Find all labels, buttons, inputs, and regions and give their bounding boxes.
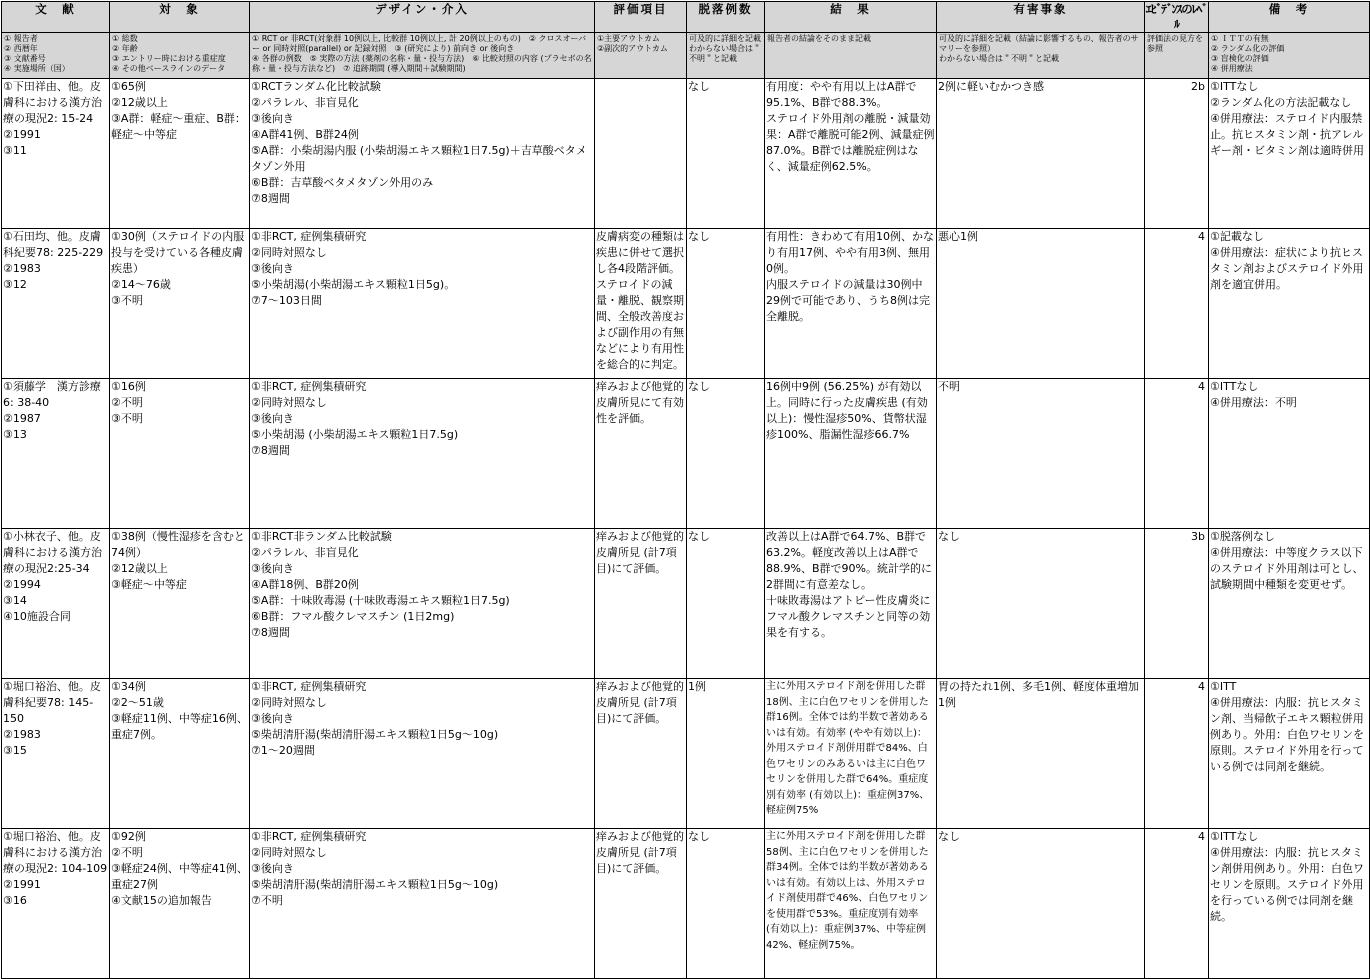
cell-evaluation: [595, 679, 687, 829]
header-subtitle-row: [2, 33, 1370, 79]
cell-design: [250, 829, 595, 979]
cell-subjects: [110, 829, 250, 979]
cell-line: ②同時対照なし: [251, 846, 327, 859]
cell-line: 有用性：きわめて有用10例、かなり有用17例、やや有用3例、無用0例。: [766, 230, 934, 275]
cell-line: ⑦8週間: [251, 626, 290, 639]
cell-line: 悪心1例: [938, 230, 978, 243]
cell-line: ③後向き: [251, 262, 294, 275]
legend-line: ② 年齢: [112, 44, 138, 53]
cell-evaluation: [595, 229, 687, 379]
cell-line: ①ITTなし: [1210, 80, 1259, 93]
header-results: 結 果: [765, 2, 937, 33]
header-title-row: [2, 2, 1370, 33]
legend-line: ① 報告者: [4, 34, 38, 43]
cell-subjects: [110, 679, 250, 829]
cell-line: ③後向き: [251, 412, 294, 425]
cell-line: ①38例（慢性湿疹を含むと74例）: [111, 530, 245, 559]
header-adverse-legend: [937, 33, 1145, 79]
cell-line: ③A群：軽症～重症、B群：軽症～中等症: [111, 112, 246, 141]
cell-line: ステロイド外用剤の離脱・減量効果：A群で離脱可能2例、減量症例87.0%。B群では離脱症例はなく、減量症例62.5%。: [766, 112, 935, 173]
cell-line: ③不明: [111, 412, 143, 425]
cell-results: [765, 829, 937, 979]
cell-line: 主に外用ステロイド剤を併用した群18例、主に白色ワセリンを併用した群16例。全体では約半数で著効あるいは有効。有効率 (やや有効以上)：外用ステロイド剤併用群で84%、白色ワセリンのみあるいは主に白色ワセリンを併用した群で64%。重症度別有効率 (有効以上)：重症例37%、軽症例75%: [766, 681, 930, 816]
cell-line: ④A群41例、B群24例: [251, 128, 359, 141]
cell-line: ⑥B群：吉草酸ベタメタゾン外用のみ: [251, 176, 434, 189]
cell-line: 有用度：やや有用以上はA群で95.1%、B群で88.3%。: [766, 80, 917, 109]
legend-line: ③ 文献番号: [4, 54, 46, 63]
cell-line: 16例中9例 (56.25%) が有効以上。同時に行った皮膚疾患 (有効以上)：慢性湿疹50%、貨幣状湿疹100%、脂漏性湿疹66.7%: [766, 380, 928, 441]
table-row: [2, 229, 1370, 379]
cell-line: ②パラレル、非盲見化: [251, 96, 359, 109]
cell-line: ④併用療法：不明: [1210, 396, 1297, 409]
cell-line: 2例に軽いむかつき感: [938, 80, 1044, 93]
cell-adverse: [937, 379, 1145, 529]
cell-line: ③軽症11例、中等症16例、重症7例。: [111, 712, 248, 741]
legend-line: ① 総数: [112, 34, 138, 43]
cell-line: ②2～51歳: [111, 696, 164, 709]
header-evidence-level: ｴﾋﾞﾃﾞﾝｽのﾚﾍﾞﾙ: [1146, 2, 1207, 31]
cell-evidence-level: 2b: [1145, 79, 1209, 229]
cell-line: ②同時対照なし: [251, 246, 327, 259]
cell-notes: [1209, 529, 1370, 679]
cell-notes: [1209, 829, 1370, 979]
cell-results: [765, 379, 937, 529]
header-dropout: 脱落例数: [687, 2, 765, 33]
cell-line: なし: [938, 530, 960, 543]
cell-line: 痒みおよび他覚的皮膚所見にて有効性を評価。: [596, 380, 684, 425]
cell-line: ⑦8週間: [251, 444, 290, 457]
cell-reference: [2, 529, 110, 679]
cell-line: ②同時対照なし: [251, 396, 327, 409]
cell-line: ①非RCT, 症例集積研究: [251, 380, 367, 393]
cell-line: ①ITTなし: [1210, 830, 1259, 843]
legend-line: 可及的に詳細を記載（結論に影響するもの、報告者のサマリーを参照）: [939, 34, 1139, 53]
cell-subjects: [110, 379, 250, 529]
legend-line: ② 西暦年: [4, 44, 38, 53]
cell-line: ③後向き: [251, 712, 294, 725]
cell-line: ③後向き: [251, 562, 294, 575]
cell-evidence-level: 4: [1145, 229, 1209, 379]
cell-line: ⑤小柴胡湯 (小柴胡湯エキス顆粒1日7.5g): [251, 428, 459, 441]
cell-results: [765, 529, 937, 679]
cell-line: ③14: [3, 594, 27, 607]
cell-line: ①92例: [111, 830, 146, 843]
legend-line: ①主要アウトカム: [597, 34, 660, 43]
legend-line: ② ランダム化の評価: [1211, 44, 1285, 53]
cell-notes: [1209, 679, 1370, 829]
table-body: [2, 79, 1370, 979]
cell-line: なし: [688, 380, 710, 393]
cell-line: ③15: [3, 744, 27, 757]
legend-line: ① ＩＴＴの有無: [1211, 34, 1269, 43]
table-row: [2, 829, 1370, 979]
cell-evidence-level: 4: [1145, 679, 1209, 829]
header-design: デザイン・介入: [250, 2, 595, 33]
cell-line: ①記載なし: [1210, 230, 1264, 243]
cell-adverse: [937, 529, 1145, 679]
cell-line: なし: [688, 530, 710, 543]
cell-results: [765, 79, 937, 229]
header-evaluation: 評価項目: [595, 2, 687, 33]
cell-line: ②12歳以上: [111, 96, 168, 109]
legend-line: ②副次的アウトカム: [597, 44, 668, 53]
cell-line: ①石田均、他。皮膚科紀要78: 225-229: [3, 230, 104, 259]
legend-line: 評価法の見方を参照: [1147, 34, 1203, 53]
cell-line: ①非RCT, 症例集積研究: [251, 830, 367, 843]
cell-evaluation: [595, 79, 687, 229]
legend-line: ① RCT or 非RCT(対象群 10例以上, 比較群 10例以上, 計 20例以上のもの) ② クロスオーバー or 同時対照(parallel) or 記録対照 ③ (研究により) 前向き or 後向き: [252, 34, 587, 53]
cell-results: [765, 229, 937, 379]
table-row: [2, 79, 1370, 229]
legend-line: 可及的に詳細を記載: [689, 34, 761, 43]
cell-line: 内服ステロイドの減量は30例中29例で可能であり、うち8例は完全離脱。: [766, 278, 930, 323]
cell-design: [250, 229, 595, 379]
cell-line: ①下田祥由、他。皮膚科における漢方治療の現況2: 15-24: [3, 80, 102, 125]
cell-line: ①非RCT, 症例集積研究: [251, 230, 367, 243]
cell-line: ⑦7～103日間: [251, 294, 322, 307]
cell-line: 1例: [688, 680, 706, 693]
cell-line: ⑤小柴胡湯(小柴胡湯エキス顆粒1日5g)。: [251, 278, 456, 291]
table-row: [2, 379, 1370, 529]
cell-adverse: [937, 79, 1145, 229]
cell-line: ①堀口裕治、他。皮膚科における漢方治療の現況2: 104-109: [3, 830, 108, 875]
header-results-legend: [765, 33, 937, 79]
cell-dropout: [687, 79, 765, 229]
cell-evaluation: [595, 829, 687, 979]
cell-line: ⑤柴胡清肝湯(柴胡清肝湯エキス顆粒1日5g～10g): [251, 728, 499, 741]
cell-line: ②1983: [3, 728, 41, 741]
header-adverse: 有害事象: [937, 2, 1145, 33]
cell-line: ⑦不明: [251, 894, 283, 907]
legend-line: わからない場合は＂不明＂と記載: [689, 44, 761, 63]
cell-line: 皮膚病変の種類は疾患に併せて選択し各4段階評価。ステロイドの減量・離脱、観察期間、全般改善度および副作用の有無などにより有用性を総合的に判定。: [596, 230, 684, 371]
cell-line: ②不明: [111, 846, 143, 859]
table-row: [2, 679, 1370, 829]
cell-results: [765, 679, 937, 829]
cell-line: ③後向き: [251, 862, 294, 875]
header-reference-legend: [2, 33, 110, 79]
cell-line: ④併用療法：内服：抗ヒスタミン剤、当帰飲子エキス顆粒併用例あり。外用：白色ワセリンを原則。ステロイド外用を行っている例では同剤を継続。: [1210, 696, 1364, 773]
cell-evidence-level: 4: [1145, 829, 1209, 979]
cell-line: ②パラレル、非盲見化: [251, 546, 359, 559]
legend-line: 報告者の結論をそのまま記載: [767, 34, 871, 43]
cell-adverse: [937, 679, 1145, 829]
cell-dropout: [687, 679, 765, 829]
cell-line: ②1991: [3, 128, 41, 141]
cell-line: ③16: [3, 894, 27, 907]
cell-line: ①65例: [111, 80, 146, 93]
cell-line: ④A群18例、B群20例: [251, 578, 359, 591]
cell-evaluation: [595, 379, 687, 529]
cell-line: ①ITTなし: [1210, 380, 1259, 393]
table-row: [2, 529, 1370, 679]
cell-adverse: [937, 229, 1145, 379]
cell-reference: [2, 829, 110, 979]
cell-line: 改善以上はA群で64.7%、B群で63.2%。軽度改善以上はA群で88.9%、B群で90%。統計学的に2群間に有意差なし。: [766, 530, 932, 591]
cell-subjects: [110, 529, 250, 679]
cell-line: ③不明: [111, 294, 143, 307]
legend-line: ③ エントリー時における重症度: [112, 54, 226, 63]
cell-reference: [2, 229, 110, 379]
cell-line: ①非RCT非ランダム比較試験: [251, 530, 392, 543]
cell-dropout: [687, 229, 765, 379]
legend-line: わからない場合は＂不明＂と記載: [939, 54, 1059, 63]
cell-line: ①16例: [111, 380, 146, 393]
cell-line: ①ITT: [1210, 680, 1237, 693]
cell-line: ②同時対照なし: [251, 696, 327, 709]
cell-line: なし: [688, 80, 710, 93]
header-subjects: 対 象: [110, 2, 250, 33]
cell-line: ②ランダム化の方法記載なし: [1210, 96, 1352, 109]
cell-notes: [1209, 229, 1370, 379]
cell-line: ②1994: [3, 578, 41, 591]
cell-line: なし: [688, 830, 710, 843]
cell-line: ②1983: [3, 262, 41, 275]
cell-line: なし: [688, 230, 710, 243]
header-design-legend: [250, 33, 595, 79]
legend-line: ④ 各群の例数 ⑤ 実際の方法 (薬剤の名称・量・投与方法) ⑥ 比較対照の内容 (プラセボの名称・量・投与方法など) ⑦ 追跡期間 (導入期間＋試験期間): [252, 54, 592, 73]
cell-subjects: [110, 229, 250, 379]
cell-evidence-level: 3b: [1145, 529, 1209, 679]
cell-line: ⑤柴胡清肝湯(柴胡清肝湯エキス顆粒1日5g～10g): [251, 878, 499, 891]
legend-line: ④ その他ベースラインのデータ: [112, 64, 226, 73]
cell-line: ②1987: [3, 412, 41, 425]
cell-line: ③軽症～中等症: [111, 578, 187, 591]
cell-reference: [2, 679, 110, 829]
header-notes-legend: [1209, 33, 1370, 79]
cell-line: ①小林衣子、他。皮膚科における漢方治療の現況2:25-34: [3, 530, 102, 575]
legend-line: ④ 併用療法: [1211, 64, 1253, 73]
cell-line: ③12: [3, 278, 27, 291]
cell-line: ③後向き: [251, 112, 294, 125]
cell-line: ④文献15の追加報告: [111, 894, 212, 907]
cell-line: ⑤A群：十味敗毒湯 (十味敗毒湯エキス顆粒1日7.5g): [251, 594, 510, 607]
cell-line: ①RCTランダム化比較試験: [251, 80, 381, 93]
cell-line: 不明: [938, 380, 960, 393]
cell-dropout: [687, 829, 765, 979]
cell-line: ③11: [3, 144, 27, 157]
cell-line: ⑥B群：フマル酸クレマスチン (1日2mg): [251, 610, 455, 623]
cell-line: ②14～76歳: [111, 278, 171, 291]
cell-dropout: [687, 379, 765, 529]
cell-subjects: [110, 79, 250, 229]
cell-adverse: [937, 829, 1145, 979]
cell-reference: [2, 379, 110, 529]
evidence-table: [1, 1, 1370, 979]
cell-evidence-level: 4: [1145, 379, 1209, 529]
cell-line: ①30例（ステロイドの内服投与を受けている各種皮膚疾患）: [111, 230, 245, 275]
header-dropout-legend: [687, 33, 765, 79]
cell-line: ③13: [3, 428, 27, 441]
cell-dropout: [687, 529, 765, 679]
cell-line: 十味敗毒湯はアトピー性皮膚炎にフマル酸クレマスチンと同等の効果を有する。: [766, 594, 931, 639]
cell-line: ①非RCT, 症例集積研究: [251, 680, 367, 693]
cell-design: [250, 79, 595, 229]
cell-line: ④併用療法：ステロイド内服禁止。抗ヒスタミン剤・抗アレルギー剤・ビタミン剤は適時併用: [1210, 112, 1364, 157]
header-evidence-level-legend: [1145, 33, 1209, 79]
cell-line: なし: [938, 830, 960, 843]
cell-design: [250, 529, 595, 679]
cell-evaluation: [595, 529, 687, 679]
cell-design: [250, 379, 595, 529]
cell-line: ⑦1～20週間: [251, 744, 315, 757]
cell-line: ②不明: [111, 396, 143, 409]
cell-line: ⑤A群：小柴胡湯内服 (小柴胡湯エキス顆粒1日7.5g)＋吉草酸ベタメタゾン外用: [251, 144, 587, 173]
cell-line: ②12歳以上: [111, 562, 168, 575]
cell-line: ③軽症24例、中等症41例、重症27例: [111, 862, 248, 891]
cell-notes: [1209, 79, 1370, 229]
cell-line: ⑦8週間: [251, 192, 290, 205]
header-evaluation-legend: [595, 33, 687, 79]
cell-line: 痒みおよび他覚的皮膚所見 (計7項目)にて評価。: [596, 530, 684, 575]
cell-line: ②1991: [3, 878, 41, 891]
cell-line: ④10施設合同: [3, 610, 71, 623]
cell-line: ④併用療法：症状により抗ヒスタミン剤およびステロイド外用剤を適宜併用。: [1210, 246, 1364, 291]
cell-line: 痒みおよび他覚的皮膚所見 (計7項目)にて評価。: [596, 680, 684, 725]
cell-line: ①34例: [111, 680, 146, 693]
cell-line: 主に外用ステロイド剤を併用した群58例、主に白色ワセリンを併用した群34例。全体では約半数が著効あるいは有効。有効以上は、外用ステロイド剤使用群で46%、白色ワセリンを使用群で53%。重症度別有効率 (有効以上)：重症例37%、中等症例42%、軽症例75%。: [766, 831, 929, 951]
cell-line: ①須藤学 漢方診療6: 38-40: [3, 380, 101, 409]
cell-design: [250, 679, 595, 829]
cell-line: ④併用療法：中等度クラス以下のステロイド外用剤は可とし、試験期間中種類を変更せず。: [1210, 546, 1364, 591]
cell-line: 痒みおよび他覚的皮膚所見 (計7項目)にて評価。: [596, 830, 684, 875]
cell-reference: [2, 79, 110, 229]
legend-line: ④ 実施場所（国）: [4, 64, 70, 73]
cell-line: ①脱落例なし: [1210, 530, 1275, 543]
legend-line: ③ 盲検化の評価: [1211, 54, 1269, 63]
cell-line: ④併用療法：内服：抗ヒスタミン剤併用例あり。外用：白色ワセリンを原則。ステロイド外用を行っている例では同剤を継続。: [1210, 846, 1364, 923]
cell-notes: [1209, 379, 1370, 529]
header-notes: 備 考: [1209, 2, 1370, 33]
cell-line: 胃の持たれ1例、多毛1例、軽度体重増加1例: [938, 680, 1139, 709]
header-reference: 文 献: [2, 2, 110, 33]
cell-line: ①堀口裕治、他。皮膚科紀要78: 145-150: [3, 680, 101, 725]
header-subjects-legend: [110, 33, 250, 79]
